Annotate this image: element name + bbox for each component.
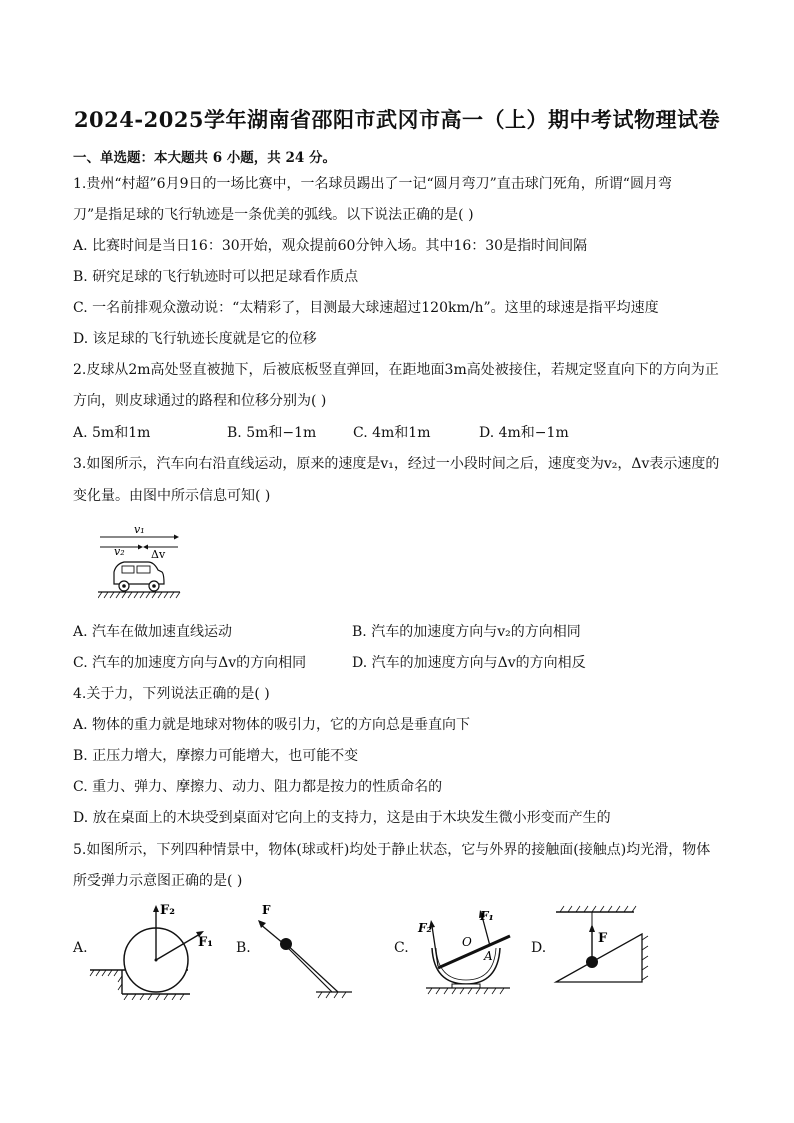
q4-option-a: A. 物体的重力就是地球对物体的吸引力，它的方向总是垂直向下 [73, 717, 471, 733]
figb-arrowhead-f [258, 920, 266, 928]
q1-option-b: B. 研究足球的飞行轨迹时可以把足球看作质点 [73, 269, 359, 285]
figc-label-o: O [462, 935, 472, 949]
q3-option-b: B. 汽车的加速度方向与v₂的方向相同 [352, 624, 581, 640]
q3-arrowhead-dv [143, 545, 148, 550]
q2-option-d: D. 4m和−1m [479, 425, 569, 441]
q3-arrowhead-v2 [138, 545, 143, 550]
figa-label-f2: F₂ [160, 903, 175, 918]
figb-ground-hatch [318, 992, 346, 998]
figb-rod-top [284, 942, 338, 992]
q1-option-a: A. 比赛时间是当日16：30开始，观众提前60分钟入场。其中16：30是指时间间隔 [73, 238, 588, 254]
q2-stem-line1: 2.皮球从2m高处竖直被抛下，后被底板竖直弹回，在距地面3m高处被接住，若规定竖直向下的方向为正 [73, 362, 719, 378]
q5-option-d-label: D. [531, 940, 547, 956]
figb-rod-bottom [288, 948, 332, 992]
q2-option-b: B. 5m和−1m [227, 425, 317, 441]
figd-label-f: F [598, 931, 608, 946]
q5-figure-a [88, 896, 218, 1000]
q5-stem-line1: 5.如图所示，下列四种情景中，物体(球或杆)均处于静止状态，它与外界的接触面(接触点)均光滑，物体 [73, 842, 711, 858]
car-window-front [122, 566, 134, 573]
q2-option-c: C. 4m和1m [353, 425, 431, 441]
q3-option-c: C. 汽车的加速度方向与Δv的方向相同 [73, 655, 307, 671]
car-hub-front [152, 584, 156, 588]
q5-figure-d [552, 904, 662, 1000]
q3-stem-line2: 变化量。由图中所示信息可知( ) [73, 488, 271, 504]
q3-option-a: A. 汽车在做加速直线运动 [73, 624, 233, 640]
q1-option-c: C. 一名前排观众激动说：“太精彩了，目测最大球速超过120km/h”。这里的球速是指平均速度 [73, 300, 659, 316]
figc-label-a: A [484, 949, 493, 963]
q4-option-d: D. 放在桌面上的木块受到桌面对它向上的支持力，这是由于木块发生微小形变而产生的 [73, 810, 611, 826]
q5-option-a-label: A. [73, 940, 88, 956]
q4-option-c: C. 重力、弹力、摩擦力、动力、阻力都是按力的性质命名的 [73, 779, 443, 795]
figd-ceiling-hatch [560, 906, 636, 912]
q4-stem: 4.关于力，下列说法正确的是( ) [73, 686, 270, 702]
q3-ground-hatch [98, 592, 180, 598]
q1-stem-line1: 1.贵州“村超”6月9日的一场比赛中，一名球员踢出了一记“圆月弯刀”直击球门死角，所谓“圆月弯 [73, 176, 672, 192]
figd-incline-hatch [642, 936, 648, 980]
car-window-rear [137, 566, 150, 573]
q3-label-dv: Δv [151, 548, 166, 561]
q1-option-d: D. 该足球的飞行轨迹长度就是它的位移 [73, 331, 317, 347]
figd-ball [586, 956, 598, 968]
q2-option-a: A. 5m和1m [73, 425, 151, 441]
section-heading: 一、单选题：本大题共 6 小题，共 24 分。 [73, 150, 336, 166]
q5-option-c-label: C. [394, 940, 409, 956]
figd-arrowhead-f [589, 924, 595, 932]
q3-option-d: D. 汽车的加速度方向与Δv的方向相反 [352, 655, 586, 671]
q5-figure-b [252, 896, 362, 1000]
q4-option-b: B. 正压力增大，摩擦力可能增大，也可能不变 [73, 748, 359, 764]
figa-label-f1: F₁ [198, 935, 213, 950]
q3-label-v1: v₁ [134, 523, 145, 536]
figc-label-f1: F₁ [480, 909, 494, 923]
figb-label-f: F [262, 903, 271, 917]
figc-ground-hatch [428, 988, 504, 994]
figc-arrow-f2 [432, 926, 438, 966]
figb-ball [280, 938, 292, 950]
figa-floor-hatch [90, 970, 118, 976]
q5-option-b-label: B. [236, 940, 251, 956]
q3-arrowhead-v1 [174, 535, 179, 540]
figc-label-f2: F₂ [418, 921, 432, 935]
car-hub-rear [122, 584, 126, 588]
q2-stem-line2: 方向，则皮球通过的路程和位移分别为( ) [73, 393, 327, 409]
q3-car-figure [98, 520, 182, 604]
q3-label-v2: v₂ [114, 545, 125, 558]
figa-arrowhead-f2 [153, 905, 159, 912]
figb-arrow-f [260, 924, 284, 944]
q1-stem-line2: 刀”是指足球的飞行轨迹是一条优美的弧线。以下说法正确的是( ) [73, 207, 474, 223]
q5-stem-line2: 所受弹力示意图正确的是( ) [73, 873, 243, 889]
q5-figure-c [410, 896, 530, 1000]
q3-stem-line1: 3.如图所示，汽车向右沿直线运动，原来的速度是v₁，经过一小段时间之后，速度变为v₂，Δv表示速度的 [73, 456, 720, 472]
page-title: 2024-2025学年湖南省邵阳市武冈市高一（上）期中考试物理试卷 [73, 107, 721, 132]
